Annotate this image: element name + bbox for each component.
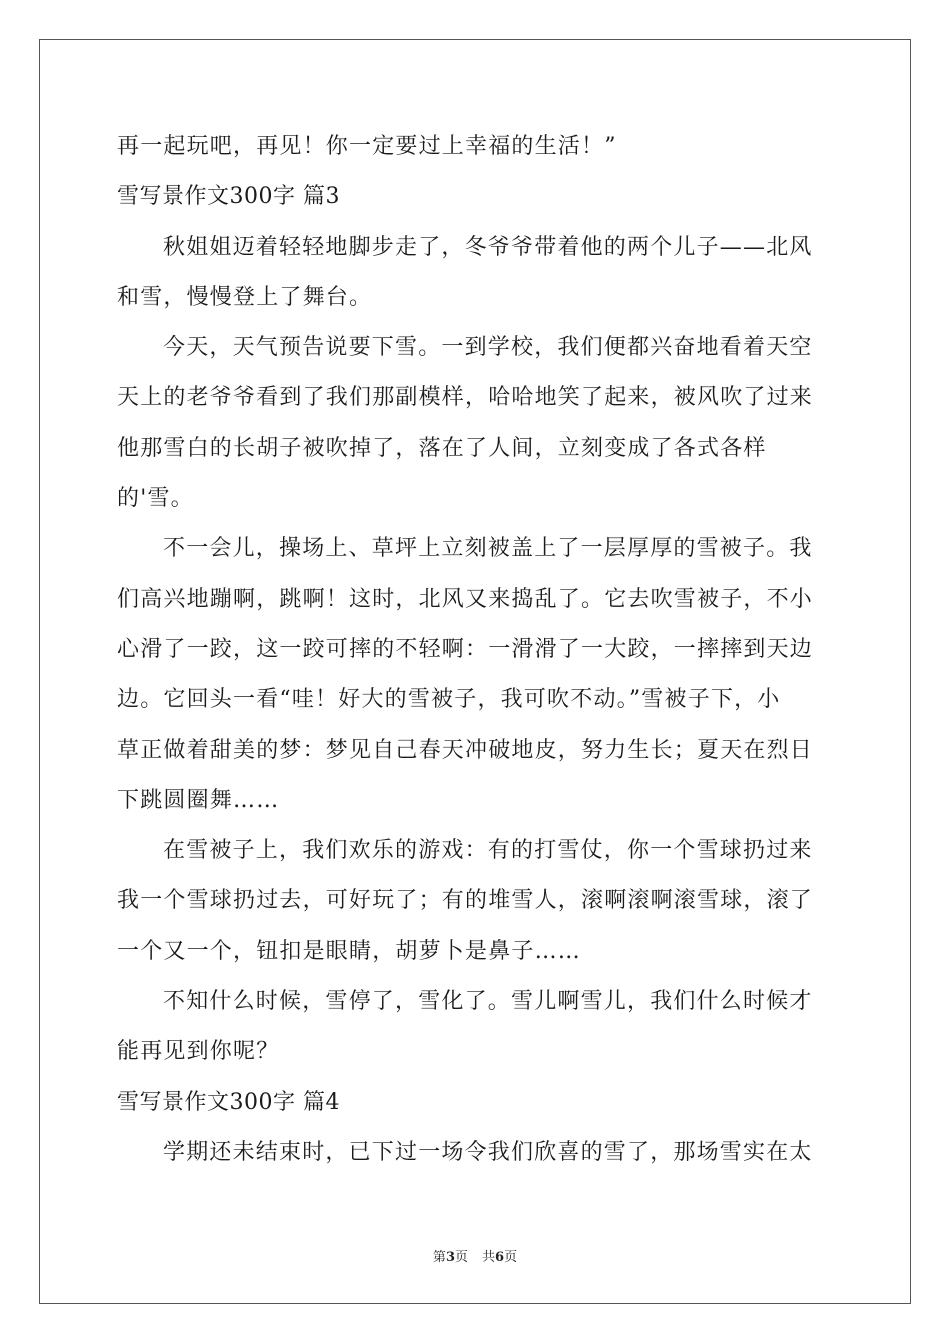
text-line: 的'雪。	[117, 486, 194, 512]
document-body	[117, 122, 833, 1178]
total-suffix: 页	[504, 1250, 518, 1265]
text-line: 他那雪白的长胡子被吹掉了，落在了人间，立刻变成了各式各样	[117, 435, 767, 461]
paragraph-first-line: 不一会儿，操场上、草坪上立刻被盖上了一层厚厚的雪被子。我	[163, 536, 813, 562]
text-line: 一个又一个，钮扣是眼睛，胡萝卜是鼻子……	[117, 938, 582, 964]
text-line: 和雪，慢慢登上了舞台。	[117, 284, 373, 310]
paragraph-first-line: 今天，天气预告说要下雪。一到学校，我们便都兴奋地看着天空	[163, 335, 813, 361]
paragraph-first-line: 不知什么时候，雪停了，雪化了。雪儿啊雪儿，我们什么时候才	[163, 989, 813, 1015]
text-line: 们高兴地蹦啊，跳啊！这时，北风又来捣乱了。它去吹雪被子，不小	[117, 586, 814, 612]
total-prefix: 共	[482, 1250, 496, 1265]
paragraph-first-line: 学期还未结束时，已下过一场令我们欣喜的雪了，那场雪实在太	[163, 1139, 813, 1165]
page-suffix: 页	[454, 1250, 468, 1265]
paragraph-first-line: 秋姐姐迈着轻轻地脚步走了，冬爷爷带着他的两个儿子——北风	[163, 234, 813, 260]
text-line: 能再见到你呢？	[117, 1039, 280, 1065]
paragraph-first-line: 在雪被子上，我们欢乐的游戏：有的打雪仗，你一个雪球扔过来	[163, 838, 813, 864]
total-pages: 6	[495, 1250, 505, 1265]
text-line: 边。它回头一看“哇！好大的雪被子，我可吹不动。”雪被子下，小	[117, 687, 781, 713]
text-line: 天上的老爷爷看到了我们那副模样，哈哈地笑了起来，被风吹了过来	[117, 385, 814, 411]
text-line: 草正做着甜美的梦：梦见自己春天冲破地皮，努力生长；夏天在烈日	[117, 737, 814, 763]
text-line: 下跳圆圈舞……	[117, 787, 280, 813]
section-heading: 雪写景作文300字 篇4	[117, 1089, 340, 1115]
text-line: 我一个雪球扔过去，可好玩了；有的堆雪人，滚啊滚啊滚雪球，滚了	[117, 888, 814, 914]
page-footer	[0, 1246, 950, 1265]
text-line: 心滑了一跤，这一跤可摔的不轻啊：一滑滑了一大跤，一摔摔到天边	[117, 636, 814, 662]
section-heading: 雪写景作文300字 篇3	[117, 184, 340, 210]
page-prefix: 第	[432, 1250, 446, 1265]
text-line: 再一起玩吧，再见！你一定要过上幸福的生活！”	[117, 134, 617, 159]
page-number: 3	[445, 1250, 455, 1265]
